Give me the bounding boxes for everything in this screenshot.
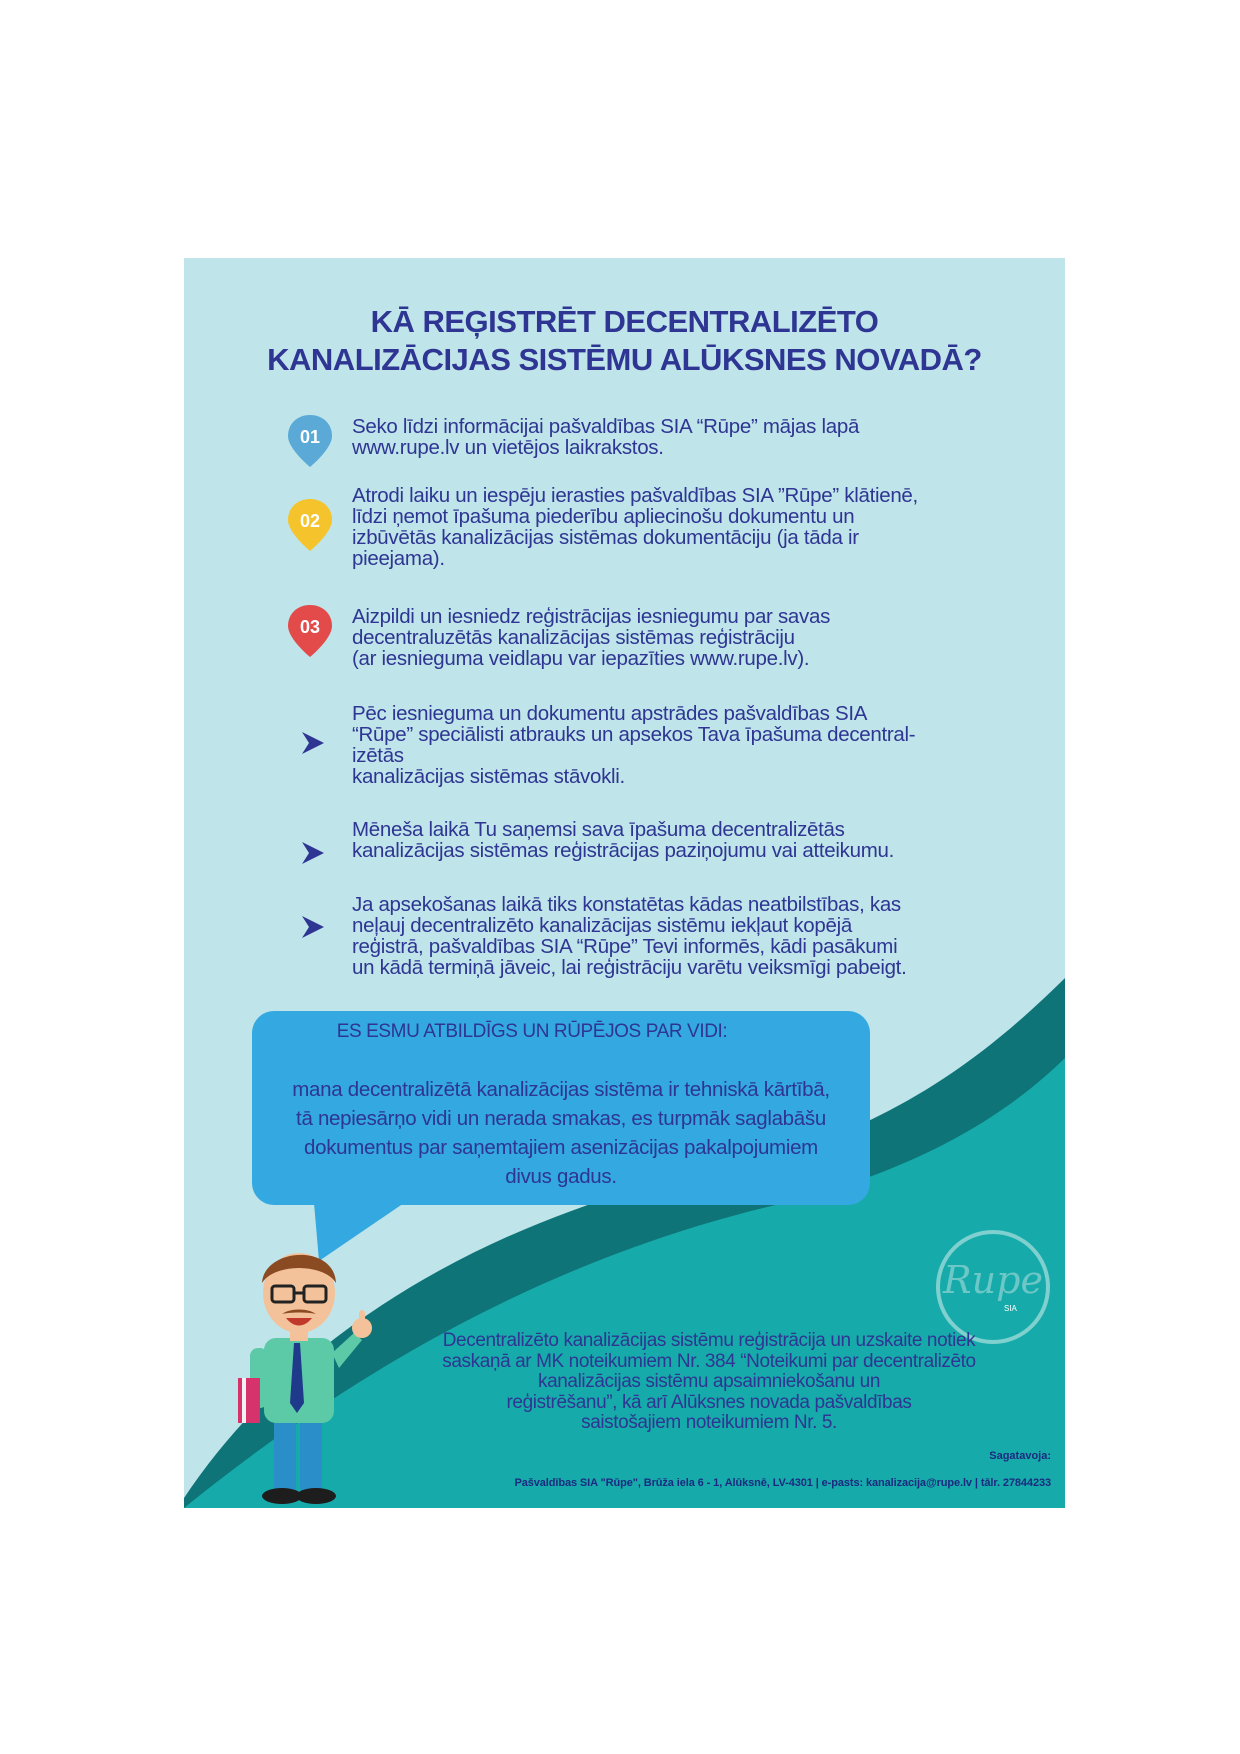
bullet-line: neļauj decentralizēto kanalizācijas sistēmu iekļaut kopējā	[352, 914, 852, 937]
bubble-line: mana decentralizētā kanalizācijas sistēma ir tehniskā kārtībā,	[292, 1078, 830, 1101]
bullet-text	[352, 703, 1052, 787]
step-line: Seko līdzi informācijai pašvaldības SIA “Rūpe” mājas lapā	[352, 415, 860, 438]
bubble-text	[252, 1075, 870, 1191]
step-line: www.rupe.lv un vietējos laikrakstos.	[352, 436, 664, 459]
title-line-1: KĀ REĢISTRĒT DECENTRALIZĒTO	[370, 304, 879, 339]
bullet-text	[352, 819, 1052, 861]
step-line: pieejama).	[352, 547, 445, 570]
rupe-logo	[934, 1228, 1052, 1346]
step-text	[352, 485, 1052, 569]
step-text	[352, 416, 1052, 458]
poster	[184, 258, 1065, 1508]
bullet-line: Mēneša laikā Tu saņemsi sava īpašuma decentralizētās	[352, 818, 845, 841]
logo-wordmark: Rupe	[943, 1258, 1043, 1302]
step-line: Aizpildi un iesniedz reģistrācijas iesniegumu par savas	[352, 605, 831, 628]
prepared-by-label: Sagatavoja:	[989, 1450, 1051, 1462]
contact-info: Pašvaldības SIA "Rūpe", Brūža iela 6 - 1, Alūksnē, LV-4301 | e-pasts: kanalizacija@rupe.lv | tālr. 27844233	[514, 1477, 1051, 1489]
bullet-line: reģistrā, pašvaldības SIA “Rūpe” Tevi informēs, kādi pasākumi	[352, 935, 898, 958]
title-line-2: KANALIZĀCIJAS SISTĒMU ALŪKSNES NOVADĀ?	[267, 342, 982, 377]
step-line: līdzi ņemot īpašuma piederību apliecinošu dokumentu un	[352, 505, 855, 528]
bubble-line: dokumentus par saņemtajiem asenizācijas pakalpojumiem	[304, 1136, 818, 1159]
step-line: decentraluzētās kanalizācijas sistēmas reģistrāciju	[352, 626, 795, 649]
bullet-line: izētās	[352, 744, 404, 767]
bullet-line: kanalizācijas sistēmas stāvokli.	[352, 765, 625, 788]
chevron-right-icon	[300, 840, 326, 866]
chevron-right-icon	[300, 914, 326, 940]
step-number: 02	[299, 511, 321, 531]
step-number: 01	[299, 427, 321, 447]
map-pin-icon	[286, 413, 334, 469]
bullet-line: Pēc iesnieguma un dokumentu apstrādes pašvaldības SIA	[352, 702, 868, 725]
step-line: (ar iesnieguma veidlapu var iepazīties www.rupe.lv).	[352, 647, 810, 670]
logo-sub: SIA	[1004, 1304, 1017, 1313]
bullet-text	[352, 894, 1052, 978]
bubble-line: tā nepiesārņo vidi un nerada smakas, es turpmāk saglabāšu	[296, 1107, 826, 1130]
bullet-line: Ja apsekošanas laikā tiks konstatētas kādas neatbilstības, kas	[352, 893, 901, 916]
bubble-line: divus gadus.	[505, 1165, 617, 1188]
steps-list	[184, 258, 1065, 1018]
map-pin-icon	[286, 497, 334, 553]
legal-line: reģistrēšanu”, kā arī Alūksnes novada pašvaldības	[506, 1391, 912, 1413]
legal-line: Decentralizēto kanalizācijas sistēmu reģistrācija un uzskaite notiek	[442, 1330, 976, 1351]
speech-bubble	[252, 1011, 870, 1205]
bullet-line: kanalizācijas sistēmas reģistrācijas paziņojumu vai atteikumu.	[352, 839, 894, 862]
chevron-right-icon	[300, 730, 326, 756]
legal-line: saistošajiem noteikumiem Nr. 5.	[581, 1412, 837, 1433]
step-number: 03	[299, 617, 321, 637]
step-text	[352, 606, 1052, 669]
map-pin-icon	[286, 603, 334, 659]
legal-line: saskaņā ar MK noteikumiem Nr. 384 “Noteikumi par decentralizēto	[442, 1350, 976, 1372]
legal-notice	[384, 1331, 1034, 1434]
step-line: Atrodi laiku un iespēju ierasties pašvaldības SIA ”Rūpe” klātienē,	[352, 484, 918, 507]
step-line: izbūvētās kanalizācijas sistēmas dokumentāciju (ja tāda ir	[352, 526, 859, 549]
bullet-line: “Rūpe” speciālisti atbrauks un apsekos Tava īpašuma decentral-	[352, 723, 916, 746]
cartoon-man-illustration	[214, 1228, 384, 1508]
bullet-line: un kādā termiņā jāveic, lai reģistrāciju varētu veiksmīgi pabeigt.	[352, 956, 907, 979]
legal-line: kanalizācijas sistēmu apsaimniekošanu un	[537, 1371, 881, 1392]
bubble-heading: ES ESMU ATBILDĪGS UN RŪPĒJOS PAR VIDI:	[336, 1021, 728, 1042]
